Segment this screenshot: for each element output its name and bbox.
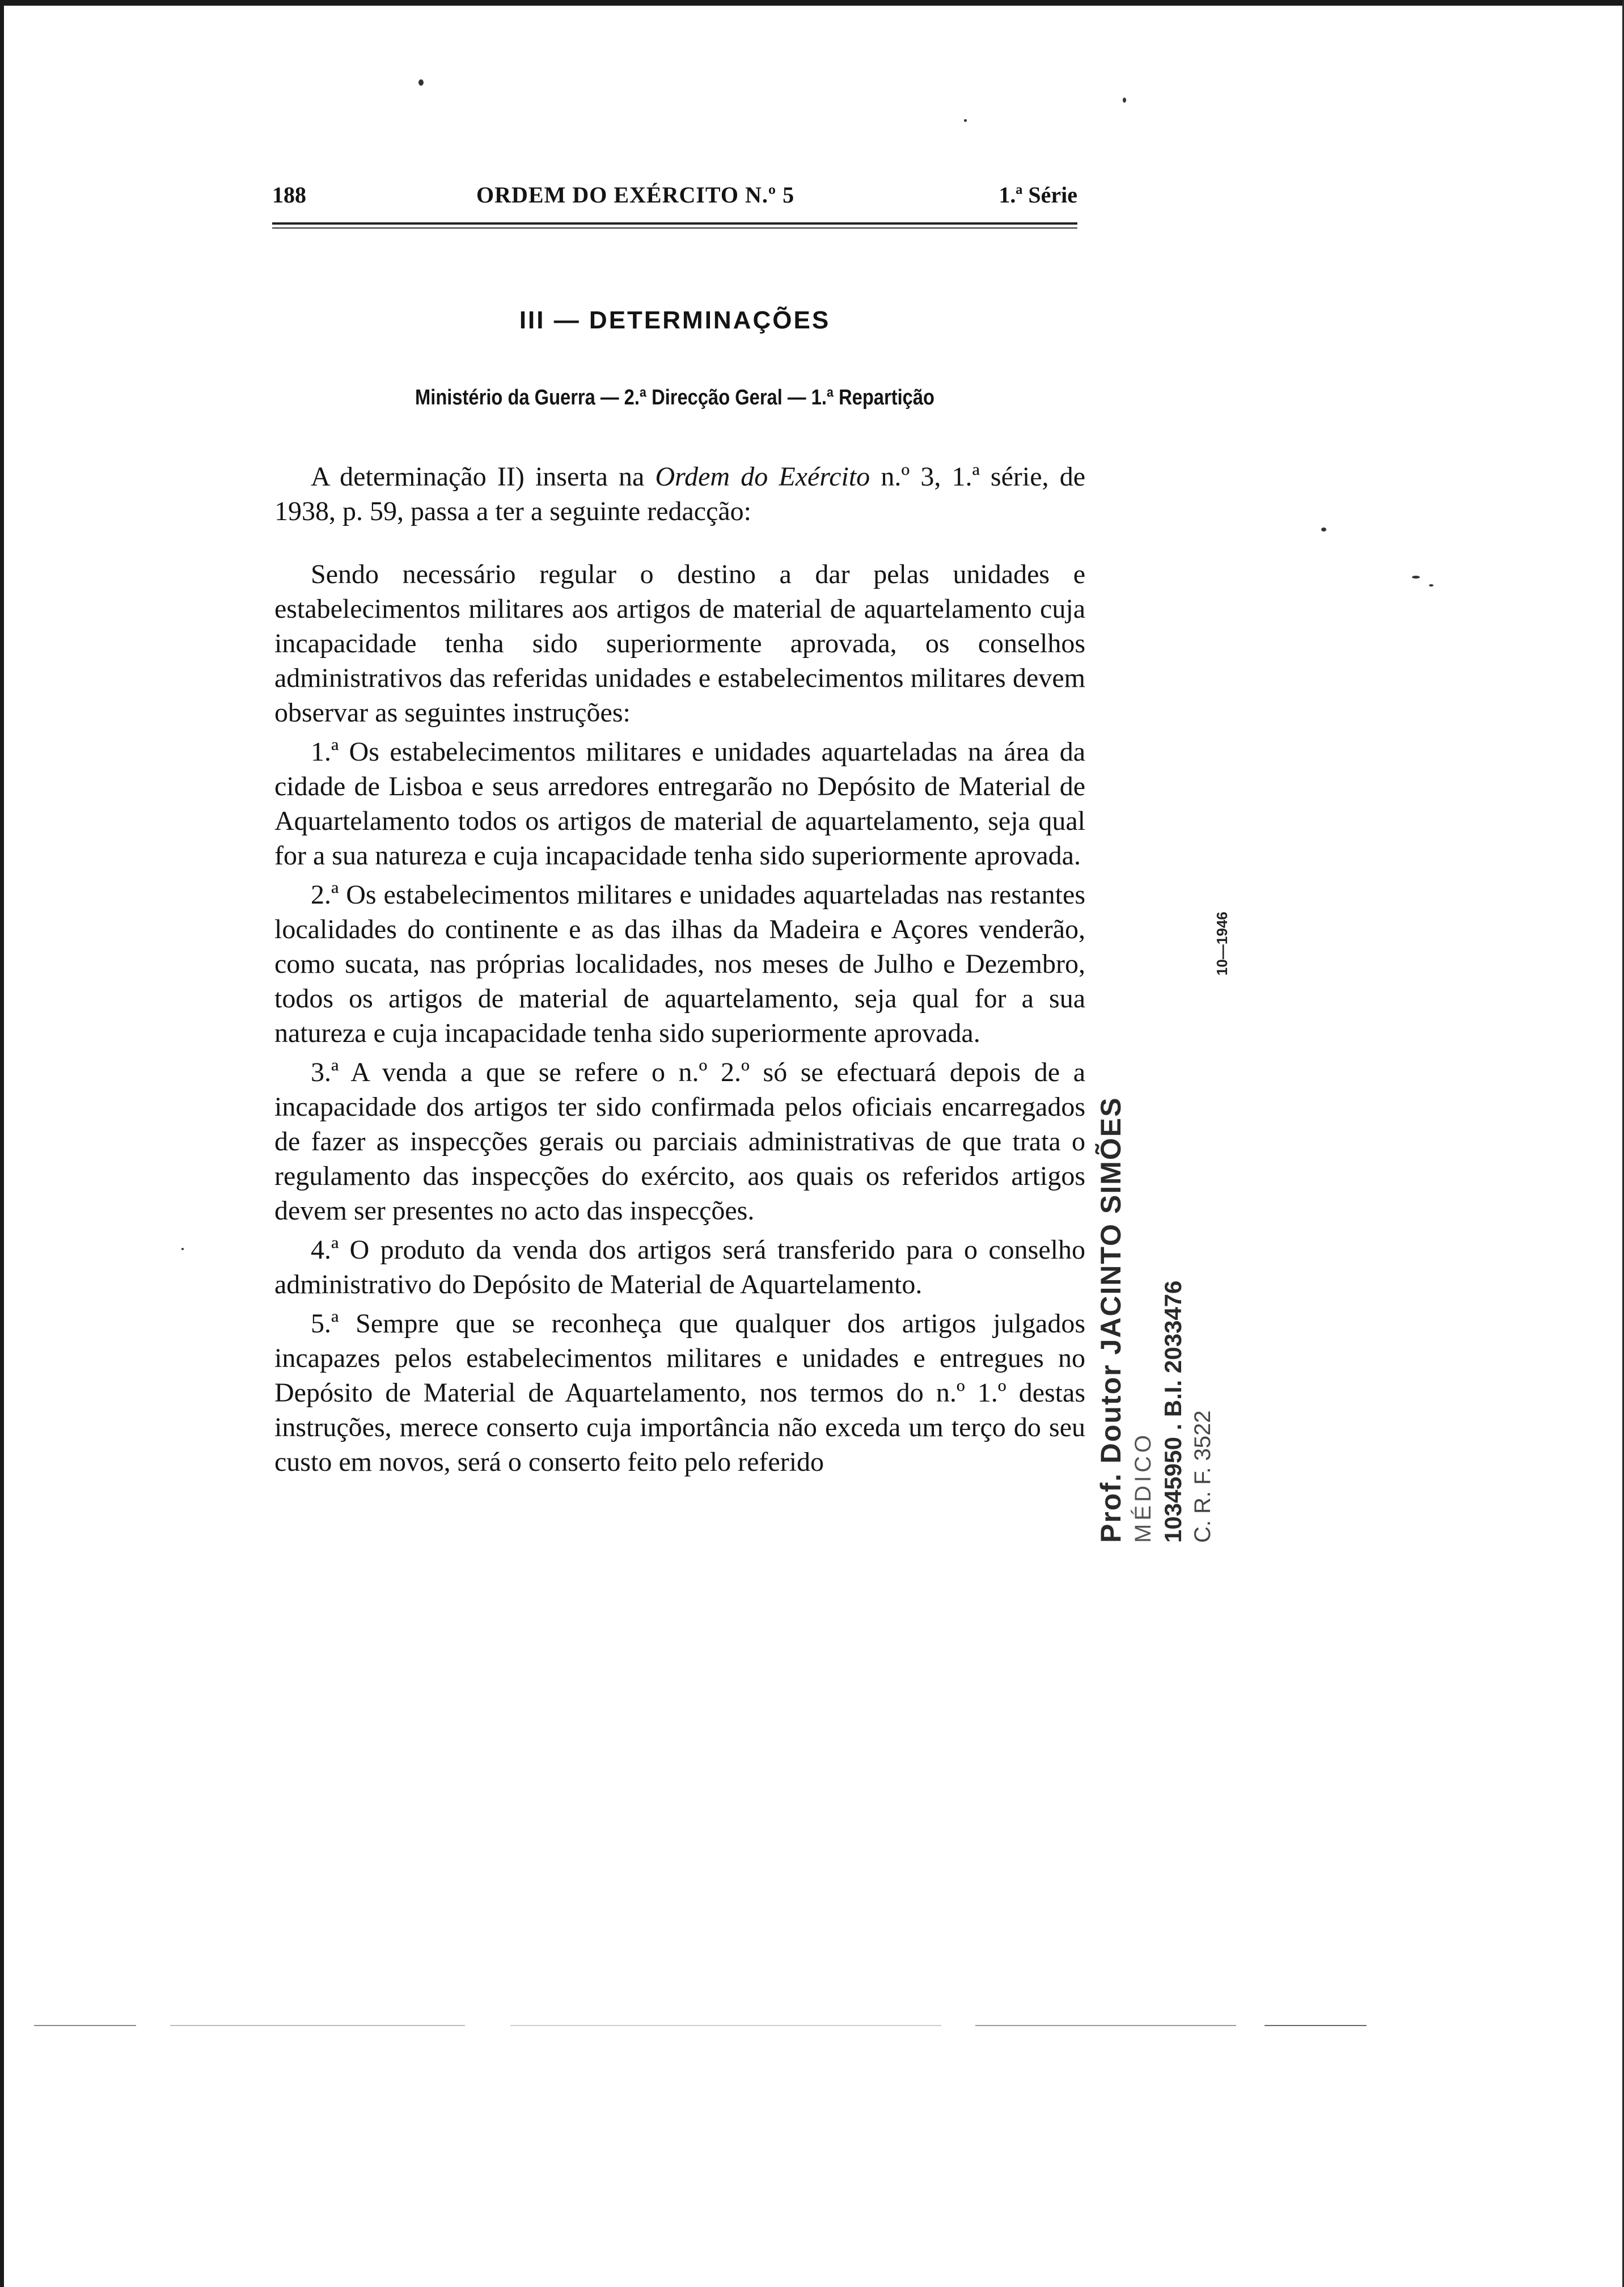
bottom-scan-line (34, 2025, 136, 2026)
bottom-scan-line (170, 2025, 465, 2026)
scan-speck (181, 1248, 184, 1250)
section-title: III — DETERMINAÇÕES (519, 306, 831, 334)
instruction-item-5: 5.ª Sempre que se reconheça que qualquer dos artigos julgados incapazes pelos estabelecimentos militares e unidades e entregues no Depósito de Material de Aquartelamento, nos termos do n.º 1.º destas instruções, merece conserto cuja importância não exceda um terço do seu custo em novos, será o conserto feito pelo referido (274, 1309, 1085, 1477)
instruction-item-2: 2.ª Os estabelecimentos militares e unidades aquarteladas nas restantes localidades do continente e as das ilhas da Madeira e Açores venderão, como sucata, nas próprias localidades, nos meses de Julho e Dezembro, todos os artigos de material de aquartelamento, seja qual for a sua natureza e cuja incapacidade tenha sido superiormente aprovada. (274, 880, 1085, 1048)
lead-text-end: n.º 3, 1.ª série, de 1938, p. 59, passa a ter a seguinte redacção: (274, 462, 1085, 526)
intro-paragraph: Sendo necessário regular o destino a dar pelas unidades e estabelecimentos militares aos artigos de material de aquartelamento cuja incapacidade tenha sido superiormente aprovada, os conselhos administrativos das referidas unidades e estabelecimentos militares devem observar as seguintes instruções: (274, 559, 1085, 728)
instruction-item-1: 1.ª Os estabelecimentos militares e unidades aquarteladas na área da cidade de Lisboa e seus arredores entregarão no Depósito de Material de Aquartelamento todos os artigos de material de aquartelamento, seja qual for a sua natureza e cuja incapacidade tenha sido superiormente aprovada. (274, 737, 1085, 871)
lead-paragraph (274, 459, 1085, 529)
scan-border-top (0, 0, 1624, 6)
lead-publication-name: Ordem do Exército (655, 462, 870, 492)
scan-speck (1321, 528, 1326, 531)
series-label: 1.ª Série (999, 182, 1077, 208)
lead-text: A determinação II) inserta na (311, 462, 655, 492)
instruction-item-4: 4.ª O produto da venda dos artigos será transferido para o conselho administrativo do Depósito de Material de Aquartelamento. (274, 1235, 1085, 1299)
instruction-item-3: 3.ª A venda a que se refere o n.º 2.º só se efectuará depois de a incapacidade dos artigos ter sido confirmada pelos oficiais encarregados de fazer as inspecções gerais ou parciais administrativas de que trata o regulamento das inspecções do exército, aos quais os referidos artigos devem ser presentes no acto das inspecções. (274, 1057, 1085, 1226)
scan-speck (1123, 98, 1126, 103)
page-number: 188 (272, 182, 306, 208)
ministry-heading: Ministério da Guerra — 2.ª Direcção Geral — 1.ª Repartição (415, 386, 934, 410)
bottom-scan-line (510, 2025, 941, 2026)
header-rule (272, 222, 1077, 225)
header-rule-thin (272, 227, 1077, 229)
bottom-scan-line (1264, 2025, 1367, 2026)
stamp-text-block (1094, 1096, 1216, 1543)
scan-speck (418, 79, 424, 86)
scan-speck (1412, 576, 1420, 579)
page-header (272, 182, 1077, 216)
margin-date: 10—1946 (1213, 912, 1230, 976)
scan-border-left (0, 0, 4, 2287)
scan-speck (1429, 584, 1433, 586)
scan-speck (964, 119, 967, 122)
certification-stamp (964, 1096, 1372, 1543)
stamp-name: Prof. Doutor JACINTO SIMÕES (1095, 1096, 1127, 1543)
publication-title: ORDEM DO EXÉRCITO N.º 5 (476, 182, 795, 208)
stamp-title: MÉDICO (1131, 1432, 1156, 1543)
stamp-id: 10345950 . B.I. 2033476 (1160, 1280, 1186, 1543)
bottom-scan-line (975, 2025, 1236, 2026)
stamp-registration: C. R. F. 3522 (1190, 1410, 1215, 1543)
